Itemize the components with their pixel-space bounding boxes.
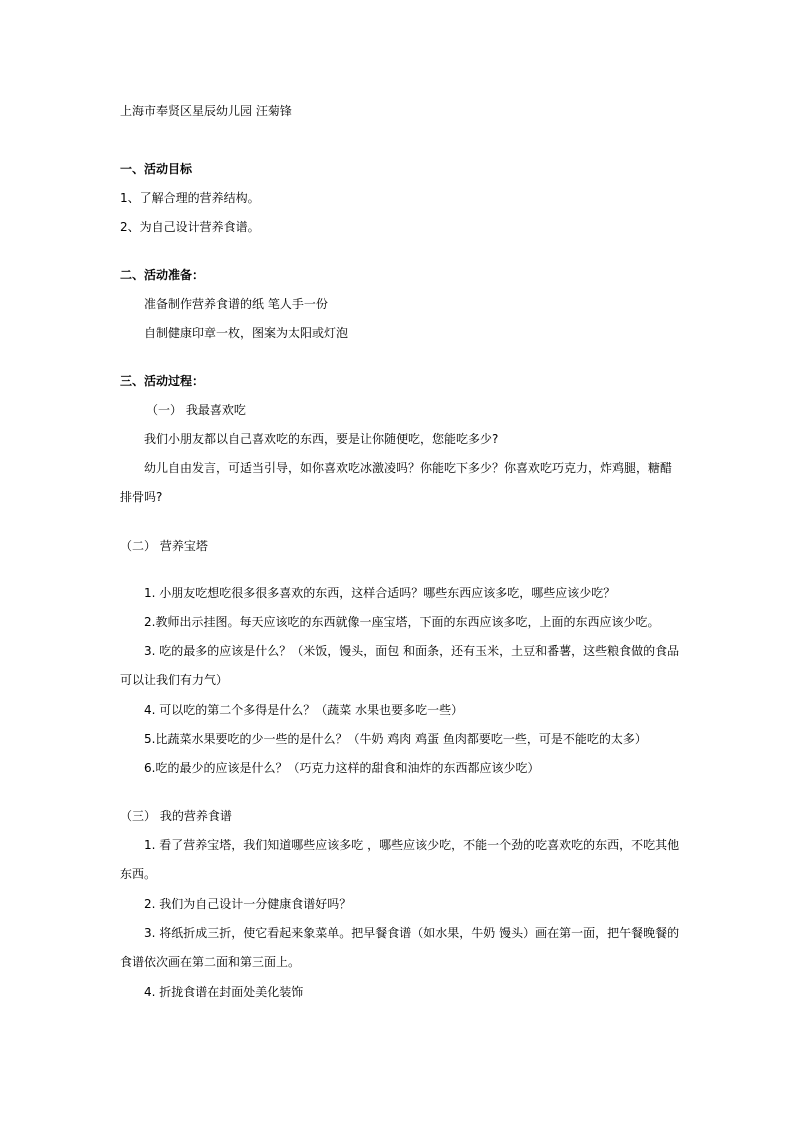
part2-title: （二） 营养宝塔 <box>120 539 208 553</box>
part3-item: 2. 我们为自己设计一分健康食谱好吗？ <box>144 897 352 911</box>
goals-heading: 一、活动目标 <box>120 162 193 176</box>
part1-title: （一） 我最喜欢吃 <box>146 403 246 417</box>
goal-item: 1、了解合理的营养结构。 <box>120 191 260 205</box>
part1-paragraph: 幼儿自由发言，可适当引导，如你喜欢吃冰激凌吗？你能吃下多少？你喜欢吃巧克力，炸鸡腿，糖醋排骨吗? <box>120 461 673 504</box>
process-heading: 三、活动过程： <box>120 374 205 388</box>
prep-item: 自制健康印章一枚，图案为太阳或灯泡 <box>144 326 349 340</box>
part2-item: 3. 吃的最多的应该是什么？（米饭，馒头，面包 和面条，还有玉米，土豆和番薯，这些粮食做的食品可以让我们有力气） <box>120 644 680 687</box>
part2-item: 4. 可以吃的第二个多得是什么？（蔬菜 水果也要多吃一些） <box>144 703 464 717</box>
part2-item: 2.教师出示挂图。每天应该吃的东西就像一座宝塔，下面的东西应该多吃，上面的东西应该少吃。 <box>144 615 660 629</box>
part1-paragraph: 我们小朋友都以自己喜欢吃的东西，要是让你随便吃，您能吃多少? <box>144 432 499 446</box>
goal-item: 2、为自己设计营养食谱。 <box>120 220 260 234</box>
prep-heading: 二、活动准备： <box>120 268 205 282</box>
author-line: 上海市奉贤区星辰幼儿园 汪菊锋 <box>120 104 292 118</box>
part2-item: 6.吃的最少的应该是什么？（巧克力这样的甜食和油炸的东西都应该少吃） <box>144 761 540 775</box>
part2-item: 5.比蔬菜水果要吃的少一些的是什么？（牛奶 鸡肉 鸡蛋 鱼肉都要吃一些，可是不能吃的太多） <box>144 732 647 746</box>
part2-item: 1. 小朋友吃想吃很多很多喜欢的东西，这样合适吗？哪些东西应该多吃，哪些应该少吃？ <box>144 586 616 600</box>
part3-item: 4. 折拢食谱在封面处美化装饰 <box>144 985 304 999</box>
part3-item: 1. 看了营养宝塔，我们知道哪些应该多吃 ，哪些应该少吃，不能一个劲的吃喜欢吃的东西，不吃其他东西。 <box>120 838 680 881</box>
prep-item: 准备制作营养食谱的纸 笔人手一份 <box>144 297 328 311</box>
part3-item: 3. 将纸折成三折，使它看起来象菜单。把早餐食谱（如水果，牛奶 馒头）画在第一面，把午餐晚餐的食谱依次画在第二面和第三面上。 <box>120 926 680 969</box>
part3-title: （三） 我的营养食谱 <box>120 809 232 823</box>
